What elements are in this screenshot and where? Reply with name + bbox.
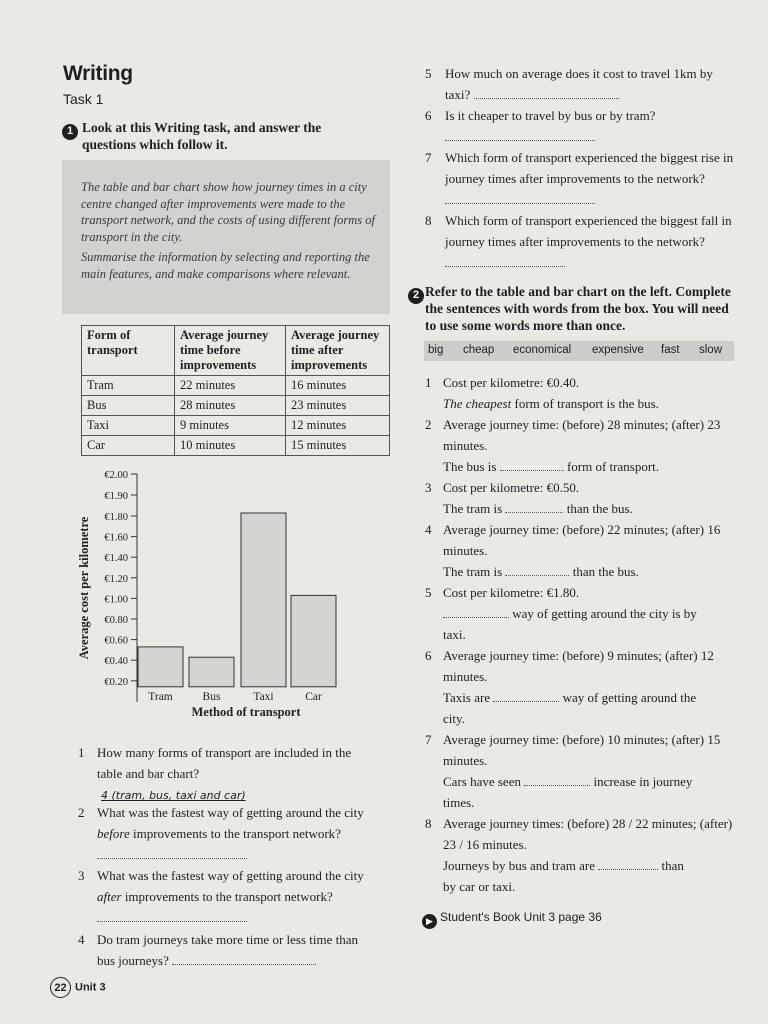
answer-line[interactable]	[97, 909, 247, 922]
question-1: 1 How many forms of transport are included in the table and bar chart? 4 (tram, bus, taxi and car)	[78, 745, 352, 802]
answer-line[interactable]	[505, 563, 569, 576]
question-7: 7 Which form of transport experienced the biggest rise in journey times after improvements to the network?	[425, 147, 737, 210]
y-tick-label: €2.00	[104, 470, 128, 481]
y-tick-label: €0.20	[104, 676, 128, 688]
sentence-3: 3 Cost per kilometre: €0.50. The tram is than the bus.	[425, 480, 633, 516]
task-label: Task 1	[63, 91, 104, 107]
exercise-number-1: 1	[62, 124, 78, 140]
answer-line[interactable]	[505, 500, 563, 513]
y-tick-label: €0.40	[104, 656, 128, 668]
word-box-item: fast	[661, 344, 680, 356]
table-row: Bus 28 minutes 23 minutes	[82, 396, 390, 416]
bar-bus	[189, 657, 234, 687]
answer-line[interactable]	[493, 689, 559, 702]
table-header: Form of transport	[82, 326, 175, 376]
cost-bar-chart	[70, 462, 370, 742]
x-axis-label: Method of transport	[191, 704, 301, 719]
question-8: 8 Which form of transport experienced the biggest fall in journey times after improvements to the network?	[425, 210, 737, 273]
sentence-8: 8 Average journey times: (before) 28 / 22 minutes; (after) 23 / 16 minutes. Journeys by bus and tram are than by car or taxi.	[425, 816, 733, 894]
writing-task-box	[62, 160, 390, 314]
y-tick-label: €1.40	[104, 553, 128, 565]
question-6: 6 Is it cheaper to travel by bus or by tram?	[425, 105, 737, 147]
word-box-item: expensive	[592, 344, 644, 356]
sentence-list	[425, 372, 737, 897]
bar-taxi	[241, 513, 286, 687]
y-tick-label: €1.90	[104, 491, 128, 502]
task-paragraph-2: Summarise the information by selecting and reporting the main features, and make comparisons where relevant.	[81, 250, 370, 281]
answer-line[interactable]	[445, 191, 595, 204]
x-tick-label: Bus	[202, 690, 221, 703]
journey-time-table	[81, 325, 390, 456]
page-footer	[50, 977, 106, 998]
sentence-5: 5 Cost per kilometre: €1.80. way of getting around the city is by taxi.	[425, 585, 697, 642]
reference-link[interactable]: ▶ Student's Book Unit 3 page 36	[422, 910, 602, 929]
sentence-7: 7 Average journey time: (before) 10 minutes; (after) 15 minutes. Cars have seen increase in journey times.	[425, 732, 721, 810]
question-3: 3 What was the fastest way of getting around the city after improvements to the transport network?	[78, 865, 378, 928]
unit-label: Unit 3	[75, 981, 106, 994]
sentence-6: 6 Average journey time: (before) 9 minutes; (after) 12 minutes. Taxis are way of getting around the city.	[425, 648, 714, 726]
answer-line[interactable]	[474, 86, 619, 99]
table-header: Average journey time after improvements	[286, 326, 390, 376]
table-row: Taxi 9 minutes 12 minutes	[82, 416, 390, 436]
word-box	[424, 341, 734, 361]
answer-line[interactable]	[445, 128, 595, 141]
task-paragraph-1: The table and bar chart show how journey times in a city centre changed after improvements were made to the transport network, and the costs of using different forms of transport in the city.	[81, 180, 375, 244]
word-box-item: slow	[699, 344, 723, 356]
exercise-1-instruction: 1 Look at this Writing task, and answer the questions which follow it.	[62, 119, 362, 140]
bar-car	[291, 595, 336, 686]
play-arrow-icon: ▶	[422, 914, 437, 929]
word-box-item: economical	[513, 344, 572, 356]
y-tick-label: €1.20	[104, 573, 128, 585]
y-tick-label: €1.60	[104, 532, 128, 544]
y-tick-label: €1.80	[104, 512, 128, 523]
section-heading: Writing	[63, 62, 133, 85]
y-tick-label: €1.00	[104, 594, 128, 606]
question-2: 2 What was the fastest way of getting around the city before improvements to the transport network?	[78, 802, 378, 865]
x-tick-label: Taxi	[253, 690, 274, 703]
page-number: 22	[50, 977, 71, 998]
exercise-number-2: 2	[408, 288, 424, 304]
word-box-item: big	[428, 344, 444, 356]
question-5: 5 How much on average does it cost to travel 1km by taxi?	[425, 66, 713, 102]
sentence-1: 1 Cost per kilometre: €0.40. The cheapest form of transport is the bus.	[425, 375, 659, 411]
y-tick-label: €0.60	[104, 635, 128, 647]
table-header: Average journey time before improvements	[175, 326, 286, 376]
word-box-item: cheap	[463, 344, 495, 356]
answer-line[interactable]	[598, 857, 658, 870]
x-tick-label: Car	[305, 690, 322, 703]
exercise-2-instruction: 2 Refer to the table and bar chart on the left. Complete the sentences with words from the box. You will need to use some words more than once.	[408, 283, 738, 304]
x-tick-label: Tram	[148, 690, 173, 703]
question-4: 4 Do tram journeys take more time or less time than bus journeys?	[78, 932, 359, 968]
answer-line[interactable]	[445, 254, 565, 267]
table-row: Car 10 minutes 15 minutes	[82, 436, 390, 456]
y-axis-label: Average cost per kilometre	[77, 516, 91, 660]
handwritten-answer: 4 (tram, bus, taxi and car)	[101, 789, 246, 802]
answer-line[interactable]	[500, 458, 564, 471]
answer-line[interactable]	[172, 952, 316, 965]
table-row: Tram 22 minutes 16 minutes	[82, 376, 390, 396]
answer-line[interactable]	[443, 605, 509, 618]
y-tick-label: €0.80	[104, 615, 128, 626]
sentence-4: 4 Average journey time: (before) 22 minutes; (after) 16 minutes. The tram is than the bus.	[425, 522, 721, 579]
answer-line[interactable]	[524, 773, 590, 786]
bar-tram	[138, 647, 183, 687]
sentence-2: 2 Average journey time: (before) 28 minutes; (after) 23 minutes. The bus is form of transport.	[425, 417, 721, 474]
answer-line[interactable]	[97, 846, 247, 859]
